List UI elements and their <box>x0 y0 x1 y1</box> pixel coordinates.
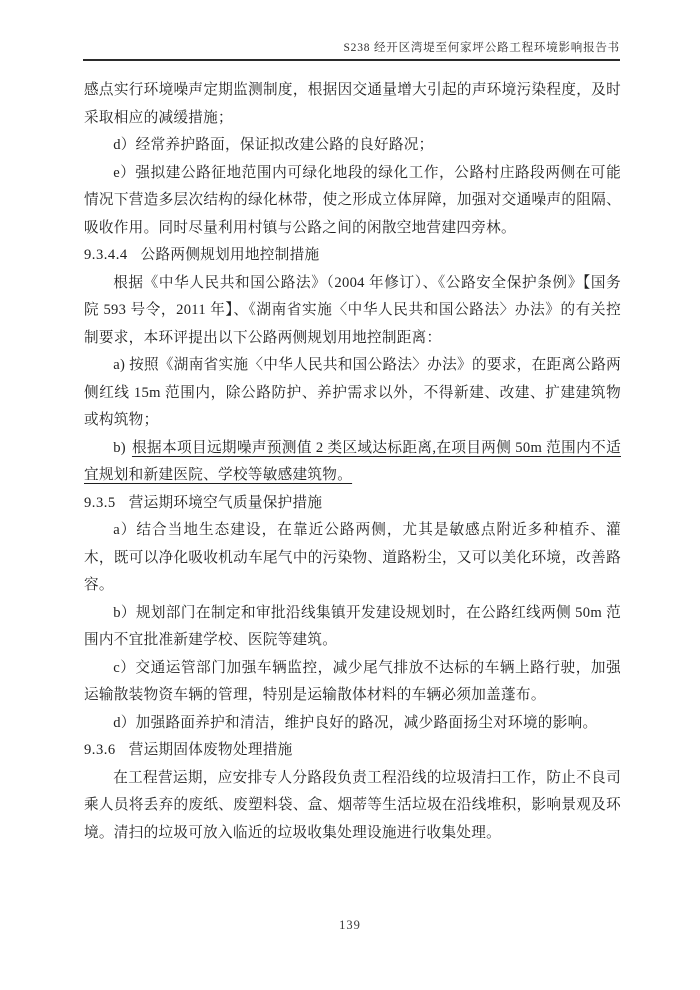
paragraph-item-b-planning-dept: b）规划部门在制定和审批沿线集镇开发建设规划时，在公路红线两侧 50m 范围内不宜批准新建学校、医院等建筑。 <box>84 604 621 648</box>
paragraph-solid-waste: 在工程营运期，应安排专人分路段负责工程沿线的垃圾清扫工作，防止不良司乘人员将丢弃的废纸、废塑料袋、盒、烟蒂等生活垃圾在沿线堆积，影响景观及环境。清扫的垃圾可放入临近的垃圾收集处理设施进行收集处理。 <box>84 769 621 841</box>
document-body <box>84 77 621 847</box>
underlined-text: 根据本项目远期噪声预测值 2 类区域达标距离,在项目两侧 50m 范围内不适宜规划和新建医院、学校等敏感建筑物。 <box>84 439 621 483</box>
report-header-title: S238 经开区湾堤至何家坪公路工程环境影响报告书 <box>343 42 620 54</box>
paragraph-item-d-road-maintenance: d）经常养护路面，保证拟改建公路的良好路况； <box>113 137 434 153</box>
paragraph-item-b-50m-restriction <box>84 435 621 490</box>
paragraph-item-a-redline-15m: a) 按照《湖南省实施〈中华人民共和国公路法〉办法》的要求，在距离公路两侧红线 15m 范围内，除公路防护、养护需求以外，不得新建、改建、扩建建筑物或构筑物； <box>84 357 621 428</box>
section-title: 营运期环境空气质量保护措施 <box>128 494 323 511</box>
section-number: 9.3.5 <box>84 494 116 511</box>
paragraph-legal-basis: 根据《中华人民共和国公路法》（2004 年修订）、《公路安全保护条例》【国务院 593 号令，2011 年】、《湖南省实施〈中华人民共和国公路法〉办法》的有关控制要求，本环评提出以下公路两侧规划用地控制距离： <box>84 274 621 346</box>
paragraph-item-c-vehicle-monitoring: c）交通运管部门加强车辆监控，减少尾气排放不达标的车辆上路行驶，加强运输散装物资车辆的管理，特别是运输散体材料的车辆必须加盖蓬布。 <box>84 659 621 703</box>
page-header <box>83 40 620 61</box>
page-number: 139 <box>339 918 361 932</box>
section-number: 9.3.6 <box>84 742 116 758</box>
page-footer <box>0 916 700 934</box>
paragraph-item-e-greening: e）强拟建公路征地范围内可绿化地段的绿化工作，公路村庄路段两侧在可能情况下营造多层次结构的绿化林带，使之形成立体屏障，加强对交通噪声的阻隔、吸收作用。同时尽量利用村镇与公路之间的闲散空地营建四旁林。 <box>84 164 621 236</box>
section-heading-9-3-5 <box>84 490 621 518</box>
section-title: 营运期固体废物处理措施 <box>128 742 293 758</box>
section-number: 9.3.4.4 <box>84 247 128 263</box>
paragraph-item-a-planting: a）结合当地生态建设，在靠近公路两侧，尤其是敏感点附近多种植乔、灌木，既可以净化吸收机动车尾气中的污染物、道路粉尘，又可以美化环境，改善路容。 <box>84 522 621 593</box>
paragraph-noise-monitoring: 感点实行环境噪声定期监测制度，根据因交通量增大引起的声环境污染程度，及时采取相应的减缓措施； <box>84 82 621 126</box>
paragraph-item-d-road-cleaning: d）加强路面养护和清洁，维护良好的路况，减少路面扬尘对环境的影响。 <box>113 714 598 731</box>
section-title: 公路两侧规划用地控制措施 <box>140 247 320 263</box>
item-label: b) <box>113 439 126 456</box>
section-heading-9-3-4-4 <box>84 242 621 270</box>
section-heading-9-3-6 <box>84 737 621 765</box>
